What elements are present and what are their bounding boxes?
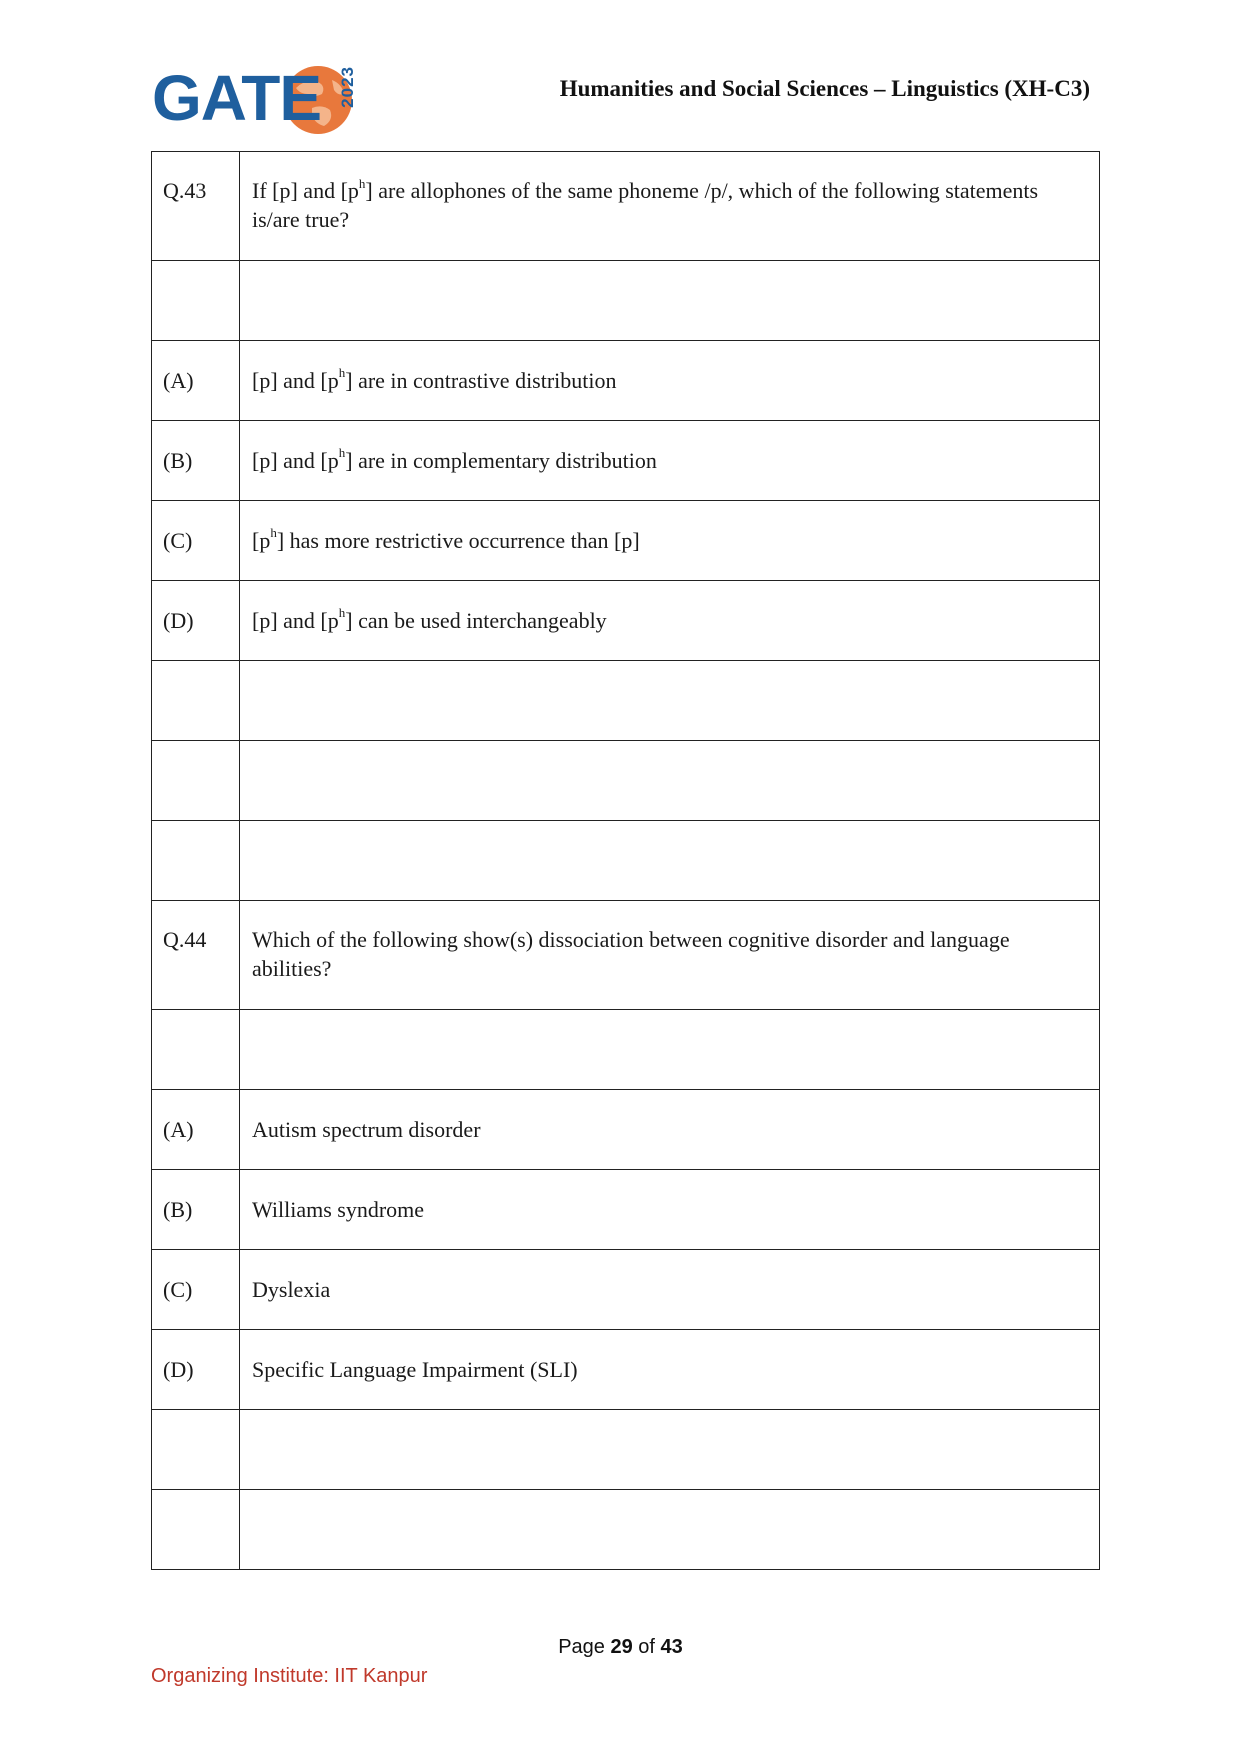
superscript: h [358,175,366,191]
logo-text: GATE [152,62,322,134]
blank-row [152,261,1100,341]
question-number: Q.44 [152,901,240,1010]
option-row [152,1330,1100,1410]
option-label: (D) [152,1330,240,1410]
option-row [152,1250,1100,1330]
option-row [152,581,1100,661]
option-label: (B) [152,421,240,501]
blank-row [152,1490,1100,1570]
question-row-43 [152,152,1100,261]
option-label: (C) [152,501,240,581]
option-label: (D) [152,581,240,661]
question-row-44 [152,901,1100,1010]
option-label: (B) [152,1170,240,1250]
option-row [152,1090,1100,1170]
option-row [152,421,1100,501]
blank-row [152,821,1100,901]
option-label: (A) [152,1090,240,1170]
option-text: [p] and $[p^h]$ are in contrastive distribution [240,341,1100,421]
question-stem: Which of the following show(s) dissociation between cognitive disorder and language abilities? [240,901,1100,1010]
superscript: h [270,525,277,541]
page-title: Humanities and Social Sciences – Linguistics (XH-C3) [559,76,1090,101]
option-row [152,341,1100,421]
superscript: h [338,445,346,461]
option-text: Dyslexia [240,1250,1100,1330]
gate-logo [152,58,362,142]
superscript: h [338,605,346,621]
option-text: $[p^h]$ has more restrictive occurrence than [p] [240,501,1100,581]
option-label: (A) [152,341,240,421]
organizer-text: Organizing Institute: IIT Kanpur [151,1665,428,1687]
option-text: Specific Language Impairment (SLI) [240,1330,1100,1410]
option-text: [p] and $[p^h]$ can be used interchangeably [240,581,1100,661]
option-row [152,501,1100,581]
blank-row [152,661,1100,741]
question-table [151,151,1100,1570]
blank-row [152,741,1100,821]
option-row [152,1170,1100,1250]
question-stem [240,152,1100,261]
page-number: Page 29 of 43 [558,1636,683,1658]
stem-text: If [p] and [p [252,178,359,203]
option-label: (C) [152,1250,240,1330]
superscript: h [338,365,346,381]
logo-year: 2023 [338,66,357,108]
question-number: Q.43 [152,152,240,261]
blank-row [152,1010,1100,1090]
option-text: Williams syndrome [240,1170,1100,1250]
option-text: Autism spectrum disorder [240,1090,1100,1170]
option-text: [p] and $[p^h]$ are in complementary distribution [240,421,1100,501]
blank-row [152,1410,1100,1490]
stem-text: ] are allophones of the same phoneme /p/, which of the following statements is/are true? [252,178,1039,232]
